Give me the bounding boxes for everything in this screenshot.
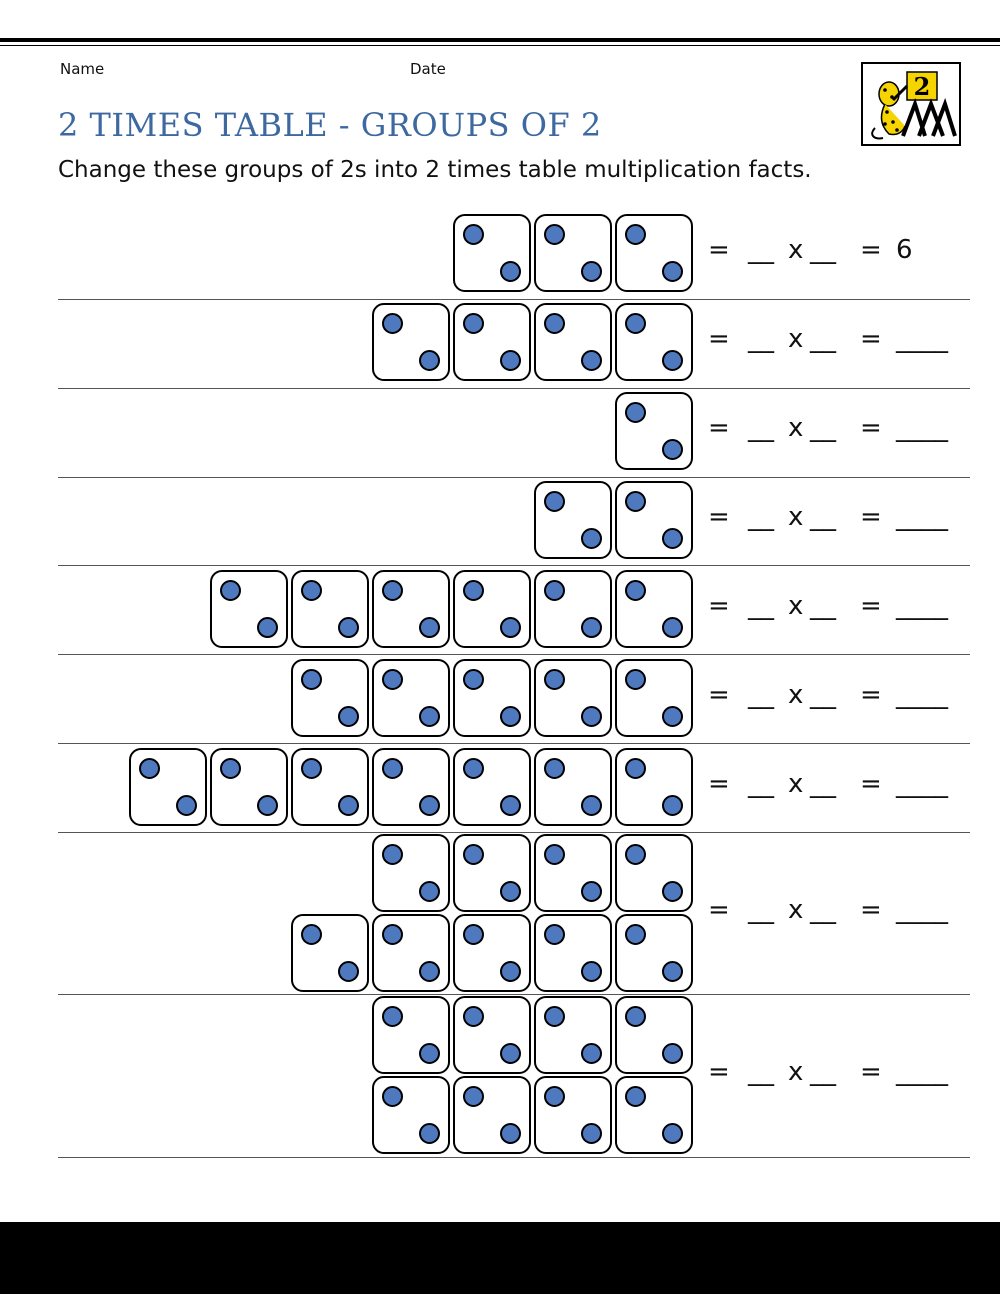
pip	[544, 313, 565, 334]
top-rule	[0, 38, 1000, 42]
pip	[463, 669, 484, 690]
dice-two-icon	[615, 659, 693, 737]
dice-two-icon	[453, 570, 531, 648]
dice-two-icon	[534, 481, 612, 559]
pip	[625, 1006, 646, 1027]
answer-blank[interactable]: ____	[896, 680, 948, 710]
salamander-logo-icon	[863, 64, 959, 144]
dice-two-icon	[615, 996, 693, 1074]
pip	[419, 881, 440, 902]
equals-sign: =	[860, 591, 882, 621]
factor-blank[interactable]: __	[748, 769, 774, 799]
dice-two-icon	[453, 748, 531, 826]
equation	[708, 413, 968, 453]
date-label: Date	[410, 60, 446, 78]
equation	[708, 895, 968, 935]
answer-blank[interactable]: ____	[896, 591, 948, 621]
pip	[338, 961, 359, 982]
equals-sign: =	[860, 235, 882, 265]
dice-two-icon	[615, 570, 693, 648]
pip	[500, 881, 521, 902]
pip	[625, 758, 646, 779]
answer-blank[interactable]: ____	[896, 895, 948, 925]
pip	[301, 758, 322, 779]
factor-blank[interactable]: __	[748, 413, 774, 443]
dice-two-icon	[291, 570, 369, 648]
dice-two-icon	[210, 748, 288, 826]
pip	[625, 402, 646, 423]
times-sign: x	[788, 1057, 804, 1087]
factor-blank[interactable]: __	[810, 769, 836, 799]
times-sign: x	[788, 235, 804, 265]
row-divider	[58, 743, 970, 744]
answer-blank[interactable]: 6	[896, 235, 913, 265]
pip	[220, 758, 241, 779]
factor-blank[interactable]: __	[748, 680, 774, 710]
dice-two-icon	[534, 659, 612, 737]
pip	[581, 881, 602, 902]
row-divider	[58, 565, 970, 566]
pip	[500, 1123, 521, 1144]
pip	[382, 924, 403, 945]
equation	[708, 502, 968, 542]
pip	[382, 313, 403, 334]
times-sign: x	[788, 680, 804, 710]
dice-two-icon	[453, 659, 531, 737]
answer-blank[interactable]: ____	[896, 1057, 948, 1087]
pip	[662, 1043, 683, 1064]
pip	[662, 1123, 683, 1144]
dice-two-icon	[129, 748, 207, 826]
pip	[662, 350, 683, 371]
pip	[500, 795, 521, 816]
factor-blank[interactable]: __	[748, 324, 774, 354]
pip	[500, 350, 521, 371]
pip	[581, 706, 602, 727]
dice-two-icon	[372, 996, 450, 1074]
pip	[662, 528, 683, 549]
row-divider	[58, 388, 970, 389]
pip	[662, 439, 683, 460]
equals-sign: =	[708, 324, 730, 354]
pip	[581, 1043, 602, 1064]
equation	[708, 680, 968, 720]
pip	[581, 350, 602, 371]
dice-two-icon	[453, 303, 531, 381]
dice-two-icon	[534, 1076, 612, 1154]
dice-two-icon	[372, 659, 450, 737]
pip	[301, 669, 322, 690]
equation	[708, 1057, 968, 1097]
pip	[419, 795, 440, 816]
pip	[544, 580, 565, 601]
equals-sign: =	[708, 680, 730, 710]
equals-sign: =	[708, 591, 730, 621]
factor-blank[interactable]: __	[810, 895, 836, 925]
pip	[338, 617, 359, 638]
equals-sign: =	[860, 413, 882, 443]
pip	[625, 669, 646, 690]
dice-two-icon	[615, 1076, 693, 1154]
dice-two-icon	[534, 748, 612, 826]
pip	[625, 313, 646, 334]
equals-sign: =	[708, 895, 730, 925]
pip	[544, 1086, 565, 1107]
logo-digit: 2	[913, 72, 931, 101]
pip	[625, 580, 646, 601]
pip	[500, 261, 521, 282]
pip	[544, 924, 565, 945]
equals-sign: =	[708, 235, 730, 265]
times-sign: x	[788, 324, 804, 354]
factor-blank[interactable]: __	[810, 324, 836, 354]
dice-two-icon	[615, 914, 693, 992]
answer-blank[interactable]: ____	[896, 769, 948, 799]
pip	[419, 617, 440, 638]
equals-sign: =	[708, 413, 730, 443]
times-sign: x	[788, 895, 804, 925]
pip	[419, 961, 440, 982]
times-sign: x	[788, 591, 804, 621]
pip	[625, 844, 646, 865]
pip	[463, 224, 484, 245]
dice-two-icon	[291, 748, 369, 826]
pip	[662, 961, 683, 982]
dice-two-icon	[534, 303, 612, 381]
worksheet-title: 2 TIMES TABLE - GROUPS OF 2	[58, 106, 602, 144]
pip	[625, 224, 646, 245]
answer-blank[interactable]: ____	[896, 324, 948, 354]
factor-blank[interactable]: __	[748, 1057, 774, 1087]
equals-sign: =	[708, 502, 730, 532]
dice-two-icon	[453, 1076, 531, 1154]
pip	[544, 844, 565, 865]
pip	[662, 706, 683, 727]
times-sign: x	[788, 769, 804, 799]
pip	[544, 758, 565, 779]
top-rule-thin	[0, 45, 1000, 46]
equation	[708, 769, 968, 809]
equals-sign: =	[708, 1057, 730, 1087]
pip	[382, 758, 403, 779]
pip	[581, 528, 602, 549]
equals-sign: =	[860, 324, 882, 354]
pip	[581, 261, 602, 282]
pip	[419, 350, 440, 371]
dice-two-icon	[372, 748, 450, 826]
footer-strip	[0, 1214, 1000, 1222]
dice-two-icon	[534, 570, 612, 648]
dice-two-icon	[372, 834, 450, 912]
equals-sign: =	[860, 769, 882, 799]
pip	[662, 795, 683, 816]
pip	[463, 758, 484, 779]
dice-two-icon	[534, 996, 612, 1074]
pip	[662, 617, 683, 638]
dice-two-icon	[534, 914, 612, 992]
pip	[257, 617, 278, 638]
factor-blank[interactable]: __	[748, 502, 774, 532]
times-sign: x	[788, 502, 804, 532]
factor-blank[interactable]: __	[748, 895, 774, 925]
pip	[301, 580, 322, 601]
pip	[463, 1086, 484, 1107]
row-divider	[58, 654, 970, 655]
pip	[581, 961, 602, 982]
dice-two-icon	[615, 748, 693, 826]
equals-sign: =	[860, 680, 882, 710]
answer-blank[interactable]: ____	[896, 413, 948, 443]
dice-two-icon	[291, 914, 369, 992]
dice-two-icon	[534, 214, 612, 292]
dice-two-icon	[372, 303, 450, 381]
pip	[500, 617, 521, 638]
pip	[338, 706, 359, 727]
row-divider	[58, 1157, 970, 1158]
equation	[708, 591, 968, 631]
dice-two-icon	[372, 1076, 450, 1154]
pip	[301, 924, 322, 945]
pip	[500, 1043, 521, 1064]
factor-blank[interactable]: __	[810, 502, 836, 532]
times-sign: x	[788, 413, 804, 443]
pip	[463, 844, 484, 865]
dice-two-icon	[615, 481, 693, 559]
factor-blank[interactable]: __	[810, 1057, 836, 1087]
pip	[463, 924, 484, 945]
pip	[544, 669, 565, 690]
factor-blank[interactable]: __	[748, 235, 774, 265]
instructions: Change these groups of 2s into 2 times table multiplication facts.	[58, 157, 812, 183]
pip	[382, 580, 403, 601]
row-divider	[58, 299, 970, 300]
pip	[581, 795, 602, 816]
row-divider	[58, 477, 970, 478]
pip	[463, 1006, 484, 1027]
footer-bar	[0, 1222, 1000, 1294]
equals-sign: =	[860, 1057, 882, 1087]
pip	[662, 261, 683, 282]
pip	[463, 580, 484, 601]
dice-two-icon	[615, 392, 693, 470]
dice-two-icon	[615, 303, 693, 381]
pip	[382, 1086, 403, 1107]
name-label: Name	[60, 60, 105, 78]
pip	[139, 758, 160, 779]
pip	[419, 1043, 440, 1064]
dice-two-icon	[372, 570, 450, 648]
row-divider	[58, 832, 970, 833]
pip	[500, 706, 521, 727]
pip	[544, 491, 565, 512]
pip	[382, 1006, 403, 1027]
pip	[625, 1086, 646, 1107]
pip	[500, 961, 521, 982]
pip	[257, 795, 278, 816]
pip	[176, 795, 197, 816]
factor-blank[interactable]: __	[810, 235, 836, 265]
dice-two-icon	[615, 214, 693, 292]
dice-two-icon	[453, 996, 531, 1074]
equals-sign: =	[708, 769, 730, 799]
equals-sign: =	[860, 502, 882, 532]
factor-blank[interactable]: __	[810, 591, 836, 621]
dice-two-icon	[534, 834, 612, 912]
answer-blank[interactable]: ____	[896, 502, 948, 532]
factor-blank[interactable]: __	[748, 591, 774, 621]
factor-blank[interactable]: __	[810, 413, 836, 443]
dice-two-icon	[615, 834, 693, 912]
equals-sign: =	[860, 895, 882, 925]
dice-two-icon	[291, 659, 369, 737]
pip	[581, 617, 602, 638]
equation	[708, 324, 968, 364]
pip	[662, 881, 683, 902]
pip	[419, 706, 440, 727]
pip	[220, 580, 241, 601]
pip	[419, 1123, 440, 1144]
dice-two-icon	[372, 914, 450, 992]
row-divider	[58, 994, 970, 995]
pip	[382, 669, 403, 690]
pip	[544, 224, 565, 245]
dice-two-icon	[453, 834, 531, 912]
math-salamanders-logo	[861, 62, 961, 146]
pip	[463, 313, 484, 334]
pip	[382, 844, 403, 865]
pip	[338, 795, 359, 816]
pip	[625, 491, 646, 512]
pip	[544, 1006, 565, 1027]
pip	[625, 924, 646, 945]
dice-two-icon	[210, 570, 288, 648]
dice-two-icon	[453, 914, 531, 992]
dice-two-icon	[453, 214, 531, 292]
equation	[708, 235, 968, 275]
factor-blank[interactable]: __	[810, 680, 836, 710]
pip	[581, 1123, 602, 1144]
